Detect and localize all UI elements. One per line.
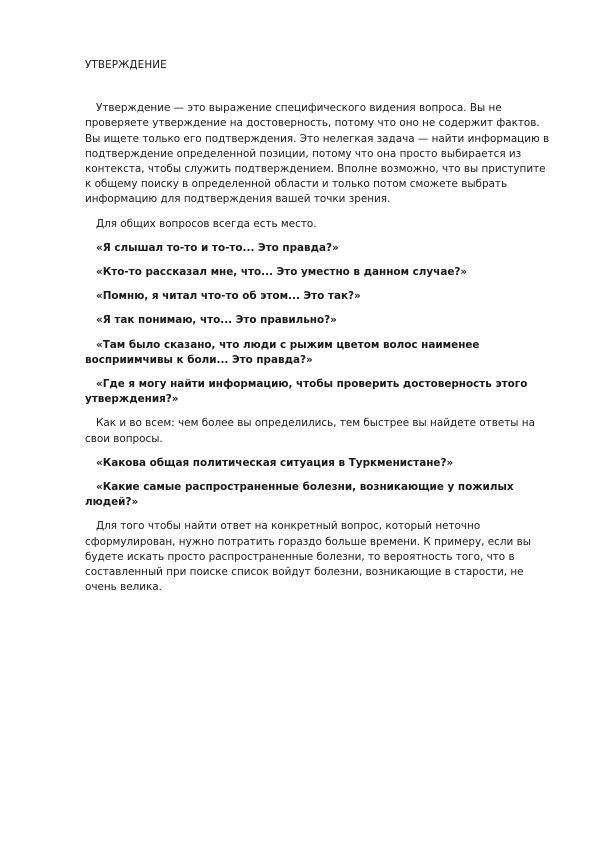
document-title: УТВЕРЖДЕНИЕ xyxy=(85,59,167,71)
paragraph-intro: Утверждение — это выражение специфического видения вопроса. Вы не проверяете утверждение на достоверность, потому что оно не содержит фактов. Вы ищете только его подтверждения. Это нелегкая задача — найти информацию в подтверждение определенной позиции, потому что она просто выбирается из контекста, чтобы служить подтверждением. Вполне возможно, что вы приступите к общему поиску в определенной области и только потом сможете выбрать информацию для подтверждения вашей точки зрения. xyxy=(85,102,550,206)
example-question: «Там было сказано, что люди с рыжим цветом волос наименее восприимчивы к боли... Это правда?» xyxy=(85,338,480,366)
example-question: «Кто-то рассказал мне, что... Это уместно в данном случае?» xyxy=(96,266,468,279)
example-question: «Я так понимаю, что... Это правильно?» xyxy=(96,314,337,327)
paragraph-general-questions: Для общих вопросов всегда есть место. xyxy=(96,217,317,230)
paragraph-specificity: Как и во всем: чем более вы определились, тем быстрее вы найдете ответы на свои вопросы. xyxy=(85,417,535,445)
example-question: «Я слышал то-то и то-то... Это правда?» xyxy=(96,241,339,254)
paragraph-conclusion: Для того чтобы найти ответ на конкретный вопрос, который неточно сформулирован, нужно потратить гораздо больше времени. К примеру, если вы будете искать просто распространенные болезни, то вероятность того, что в составленный при поиске список войдут болезни, возникающие в старости, не очень велика. xyxy=(85,520,531,594)
example-question: «Какие самые распространенные болезни, возникающие у пожилых людей?» xyxy=(85,481,514,509)
example-question: «Какова общая политическая ситуация в Туркменистане?» xyxy=(96,456,454,469)
example-question: «Где я могу найти информацию, чтобы проверить достоверность этого утверждения?» xyxy=(85,378,528,406)
document-page xyxy=(85,58,555,604)
example-question: «Помню, я читал что-то об этом... Это так?» xyxy=(96,290,361,303)
